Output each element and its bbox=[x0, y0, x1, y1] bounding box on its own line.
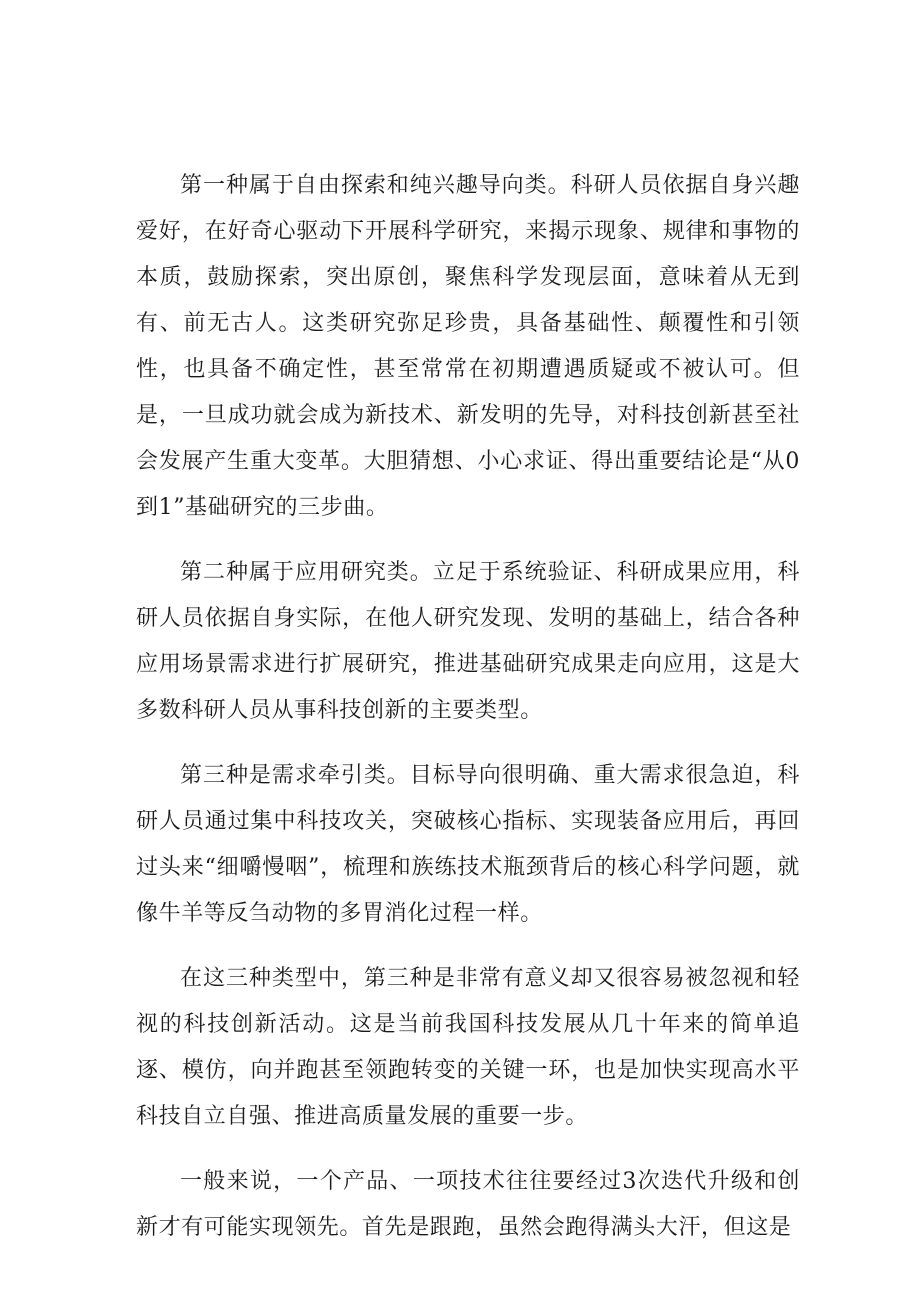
paragraph-5: 一般来说，一个产品、一项技术往往要经过3次迭代升级和创新才有可能实现领先。首先是跟跑，虽然会跑得满头大汗，但这是 bbox=[136, 1169, 800, 1240]
paragraph-3: 第三种是需求牵引类。目标导向很明确、重大需求很急迫，科研人员通过集中科技攻关，突破核心指标、实现装备应用后，再回过头来“细嚼慢咽”，梳理和族练技术瓶颈背后的核心科学问题，就像牛羊等反刍动物的多胃消化过程一样。 bbox=[136, 763, 800, 926]
paragraph-4: 在这三种类型中，第三种是非常有意义却又很容易被忽视和轻视的科技创新活动。这是当前我国科技发展从几十年来的简单追逐、模仿，向并跑甚至领跑转变的关键一环，也是加快实现高水平科技自立自强、推进高质量发展的重要一步。 bbox=[136, 966, 800, 1129]
paragraph-1: 第一种属于自由探索和纯兴趣导向类。科研人员依据自身兴趣爱好，在好奇心驱动下开展科学研究，来揭示现象、规律和事物的本质，鼓励探索，突出原创，聚焦科学发现层面，意味着从无到有、前无古人。这类研究弥足珍贵，具备基础性、颠覆性和引领性，也具备不确定性，甚至常常在初期遭遇质疑或不被认可。但是，一旦成功就会成为新技术、新发明的先导，对科技创新甚至社会发展产生重大变革。大胆猜想、小心求证、得出重要结论是“从0到1”基础研究的三步曲。 bbox=[136, 173, 800, 520]
paragraph-2: 第二种属于应用研究类。立足于系统验证、科研成果应用，科研人员依据自身实际，在他人研究发现、发明的基础上，结合各种应用场景需求进行扩展研究，推进基础研究成果走向应用，这是大多数科研人员从事科技创新的主要类型。 bbox=[136, 560, 800, 723]
document-body bbox=[136, 163, 800, 1270]
